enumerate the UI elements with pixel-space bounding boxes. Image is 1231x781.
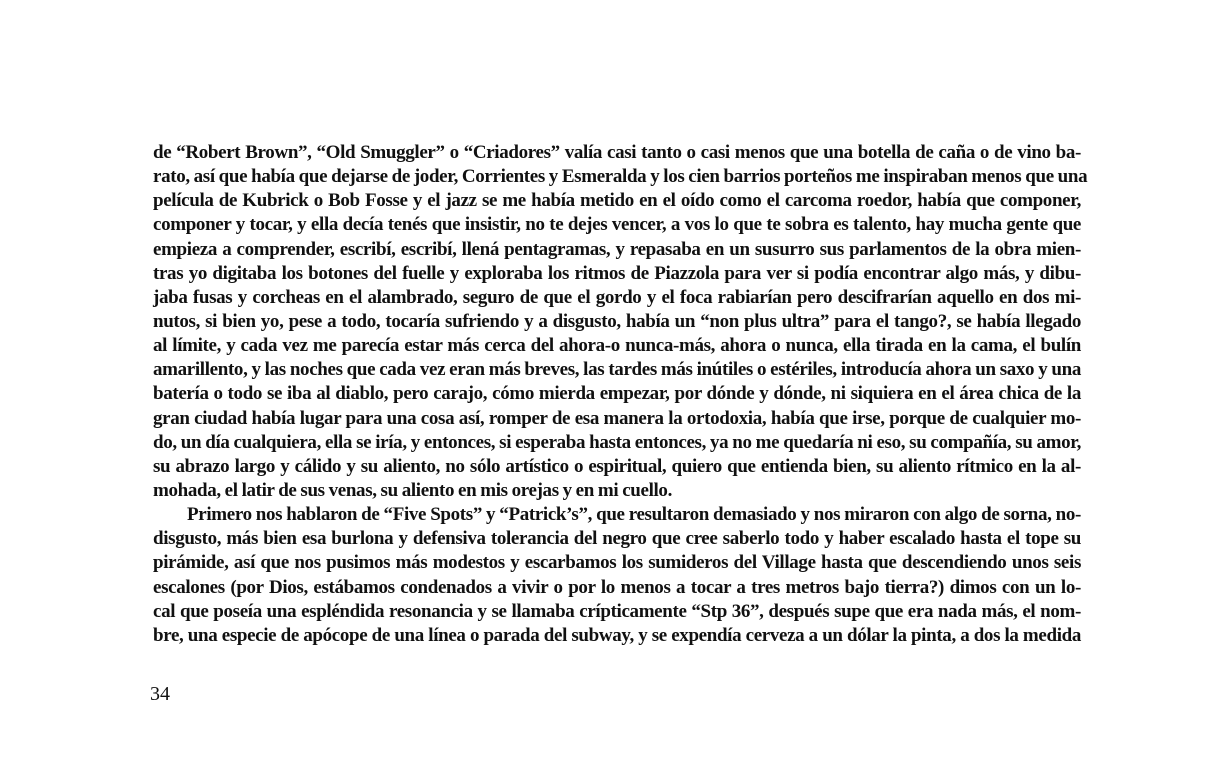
text-line: gran ciudad había lugar para una cosa así, romper de esa manera la ortodoxia, había que irse, porque de cualquier mo- xyxy=(153,407,1081,429)
text-line: nutos, si bien yo, pese a todo, tocaría sufriendo y a disgusto, había un “non plus ultra” para el tango?, se había llegado xyxy=(153,310,1081,332)
paragraph xyxy=(153,503,1081,648)
text-line: empieza a comprender, escribí, escribí, llená pentagramas, y repasaba en un susurro sus parlamentos de la obra mien- xyxy=(153,238,1081,260)
text-line: su abrazo largo y cálido y su aliento, no sólo artístico o espiritual, quiero que entienda bien, su aliento rítmico en la al- xyxy=(153,455,1081,477)
text-line: escalones (por Dios, estábamos condenados a vivir o por lo menos a tocar a tres metros bajo tierra?) dimos con un lo- xyxy=(153,576,1081,598)
text-line: componer y tocar, y ella decía tenés que insistir, no te dejes vencer, a vos lo que te sobra es talento, hay mucha gente que xyxy=(153,214,1081,236)
text-line: rato, así que había que dejarse de joder, Corrientes y Esmeralda y los cien barrios porteños me inspiraban menos que una xyxy=(153,166,1088,188)
body-text xyxy=(153,141,1088,648)
text-line: de “Robert Brown”, “Old Smuggler” o “Criadores” valía casi tanto o casi menos que una botella de caña o de vino ba- xyxy=(153,142,1081,163)
text-line: pirámide, así que nos pusimos más modestos y escarbamos los sumideros del Village hasta que descendiendo unos seis xyxy=(153,552,1081,574)
page-number: 34 xyxy=(150,683,170,705)
text-line: Primero nos hablaron de “Five Spots” y “Patrick’s”, que resultaron demasiado y nos miraron con algo de sorna, no- xyxy=(187,504,1081,526)
paragraph xyxy=(153,141,1088,503)
text-line: do, un día cualquiera, ella se iría, y entonces, si esperaba hasta entonces, ya no me quedaría ni eso, su compañía, su amor, xyxy=(153,431,1081,453)
text-line: disgusto, más bien esa burlona y defensiva tolerancia del negro que cree saberlo todo y haber escalado hasta el tope su xyxy=(153,528,1081,550)
text-line: al límite, y cada vez me parecía estar más cerca del ahora-o nunca-más, ahora o nunca, ella tirada en la cama, el bulín xyxy=(153,335,1081,357)
text-line: bre, una especie de apócope de una línea o parada del subway, y se expendía cerveza a un dólar la pinta, a dos la medida xyxy=(153,624,1081,646)
text-line: mohada, el latir de sus venas, su aliento en mis orejas y en mi cuello. xyxy=(153,479,672,501)
text-line: tras yo digitaba los botones del fuelle y exploraba los ritmos de Piazzola para ver si podía encontrar algo más, y dibu- xyxy=(153,262,1081,284)
text-line: amarillento, y las noches que cada vez eran más breves, las tardes más inútiles o estériles, introducía ahora un saxo y una xyxy=(153,359,1081,381)
text-line: jaba fusas y corcheas en el alambrado, seguro de que el gordo y el foca rabiarían pero descifrarían aquello en dos mi- xyxy=(153,286,1081,308)
text-line: película de Kubrick o Bob Fosse y el jazz se me había metido en el oído como el carcoma roedor, había que componer, xyxy=(153,190,1081,212)
text-line: batería o todo se iba al diablo, pero carajo, cómo mierda empezar, por dónde y dónde, ni siquiera en el área chica de la xyxy=(153,383,1081,405)
text-line: cal que poseía una espléndida resonancia y se llamaba crípticamente “Stp 36”, después supe que era nada más, el nom- xyxy=(153,600,1081,622)
